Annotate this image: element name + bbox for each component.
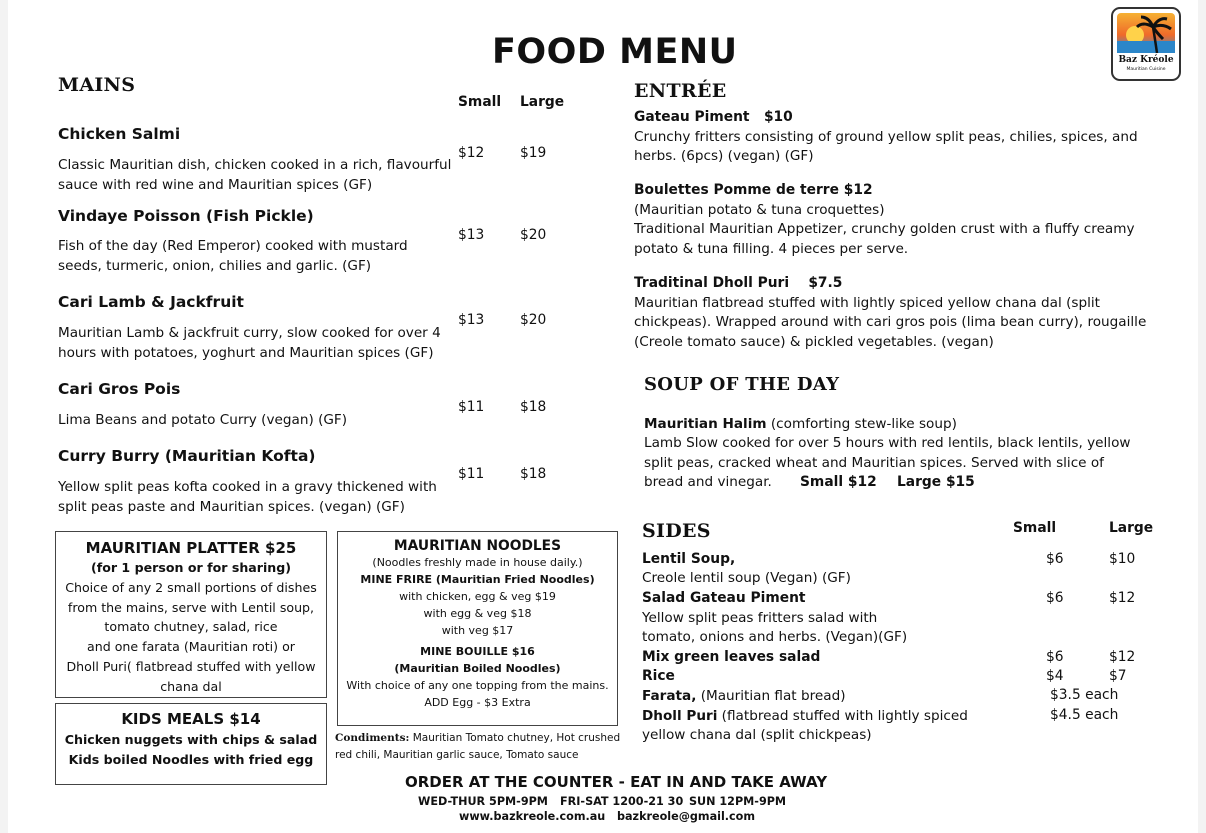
condiments-line2: red chili, Mauritian garlic sauce, Tomato sauce	[335, 749, 579, 761]
condiments-line1: Mauritian Tomato chutney, Hot crushed	[409, 732, 621, 744]
opening-hours-fri-sat: FRI-SAT 1200-21 30	[560, 795, 684, 808]
side-item-small-price: $4	[1046, 668, 1064, 684]
main-item-large-price: $18	[520, 399, 547, 415]
mains-col-large: Large	[520, 94, 565, 110]
entree-item-name: Boulettes Pomme de terre $12	[634, 182, 873, 198]
entree-item-desc-line: Crunchy fritters consisting of ground yellow split peas, chilies, spices, and	[634, 129, 1138, 145]
main-item-small-price: $13	[458, 227, 485, 243]
soup-small-price: Small $12	[800, 474, 877, 490]
main-item-desc: Yellow split peas kofta cooked in a gravy thickened with split peas paste and Mauritian spices. (vegan) (GF)	[58, 479, 437, 515]
sides-heading: SIDES	[642, 520, 711, 542]
entree-item-desc-line: Traditional Mauritian Appetizer, crunchy golden crust with a fluffy creamy	[634, 221, 1135, 237]
mine-bouille-note: With choice of any one topping from the mains.	[346, 679, 609, 692]
side-item-each-price: $3.5 each	[1050, 687, 1119, 703]
kids-meal-line: Chicken nuggets with chips & salad	[64, 732, 318, 747]
main-item-large-price: $19	[520, 145, 547, 161]
main-item-desc: Classic Mauritian dish, chicken cooked in a rich, flavourful sauce with red wine and Mauritian spices (GF)	[58, 157, 452, 193]
main-item-name: Chicken Salmi	[58, 125, 181, 143]
platter-line: chana dal	[160, 678, 222, 694]
side-item-large-price: $12	[1109, 649, 1136, 665]
side-item-note: (flatbread stuffed with lightly spiced	[717, 708, 968, 724]
side-item-desc: yellow chana dal (split chickpeas)	[642, 727, 872, 743]
entree-item-name: Gateau Piment $10	[634, 109, 793, 125]
entree-item-price: $10	[763, 109, 793, 125]
noodles-box	[337, 531, 618, 726]
noodles-note: (Noodles freshly made in house daily.)	[372, 556, 583, 569]
menu-page	[8, 0, 1198, 833]
side-item-note: (Mauritian flat bread)	[696, 688, 846, 704]
side-item-desc: Yellow split peas fritters salad with	[642, 610, 878, 626]
main-item-name: Vindaye Poisson (Fish Pickle)	[58, 207, 314, 225]
side-item-name: Salad Gateau Piment	[642, 590, 806, 606]
noodles-extra: ADD Egg - $3 Extra	[424, 696, 531, 709]
side-item-row	[642, 707, 968, 727]
entree-item-desc-line: chickpeas). Wrapped around with cari gros pois (lima bean curry), rougaille	[634, 314, 1147, 330]
platter-line: from the mains, serve with Lentil soup,	[67, 599, 315, 615]
palm-tree-logo-icon	[1113, 9, 1179, 55]
kids-meals-box	[55, 703, 327, 785]
main-item-large-price: $20	[520, 312, 547, 328]
side-item-each-price: $4.5 each	[1050, 707, 1119, 723]
soup-desc-line: bread and vinegar.	[644, 474, 772, 490]
logo-name: Baz Kréole	[1118, 55, 1174, 65]
sides-col-large: Large	[1109, 520, 1154, 536]
soup-heading: SOUP OF THE DAY	[644, 374, 840, 395]
email-link[interactable]: bazkreole@gmail.com	[617, 810, 756, 823]
condiments-text	[335, 730, 620, 764]
website-link[interactable]: www.bazkreole.com.au	[459, 810, 606, 823]
side-item-large-price: $10	[1109, 551, 1136, 567]
side-item-large-price: $7	[1109, 668, 1127, 684]
mine-frire-option: with chicken, egg & veg $19	[399, 590, 556, 603]
main-item-desc: Fish of the day (Red Emperor) cooked with mustard seeds, turmeric, onion, chilies and garlic. (GF)	[58, 238, 408, 274]
main-item-large-price: $18	[520, 466, 547, 482]
mains-heading: MAINS	[58, 74, 136, 96]
side-item-small-price: $6	[1046, 590, 1064, 606]
side-item-small-price: $6	[1046, 551, 1064, 567]
mine-frire-option: with veg $17	[441, 624, 514, 637]
soup-desc-line: split peas, cracked wheat and Mauritian spices. Served with slice of	[644, 455, 1104, 471]
side-item-name: Rice	[642, 668, 675, 684]
main-item-small-price: $11	[458, 466, 485, 482]
main-item-small-price: $11	[458, 399, 485, 415]
side-item-desc: tomato, onions and herbs. (Vegan)(GF)	[642, 629, 908, 645]
mine-bouille-title: MINE BOUILLE $16	[420, 645, 535, 658]
entree-item-desc-line: potato & tuna filling. 4 pieces per serve.	[634, 241, 909, 257]
side-item-small-price: $6	[1046, 649, 1064, 665]
platter-line: Dholl Puri( flatbread stuffed with yellow	[66, 658, 316, 674]
entree-item-name: Traditinal Dholl Puri $7.5	[634, 275, 843, 291]
baz-kreole-logo	[1111, 7, 1181, 81]
condiments-label: Condiments:	[335, 732, 410, 744]
main-item-desc: Mauritian Lamb & jackfruit curry, slow cooked for over 4 hours with potatoes, yoghurt and Mauritian spices (GF)	[58, 325, 441, 361]
main-item-name: Cari Gros Pois	[58, 380, 181, 398]
soup-large-price: Large $15	[897, 474, 975, 490]
side-item-desc: Creole lentil soup (Vegan) (GF)	[642, 570, 851, 586]
entree-item-desc-line: (Mauritian potato & tuna croquettes)	[634, 202, 885, 218]
order-banner: ORDER AT THE COUNTER - EAT IN AND TAKE AWAY	[405, 773, 828, 791]
page-title: FOOD MENU	[492, 32, 738, 72]
kids-meals-title: KIDS MEALS $14	[121, 710, 261, 728]
main-item-name: Curry Burry (Mauritian Kofta)	[58, 447, 316, 465]
platter-box	[55, 531, 327, 698]
soup-title-line	[644, 415, 957, 435]
main-item-large-price: $20	[520, 227, 547, 243]
entree-heading: ENTRÉE	[634, 80, 727, 102]
platter-line: and one farata (Mauritian roti) or	[87, 639, 295, 655]
kids-meal-line: Kids boiled Noodles with fried egg	[68, 751, 314, 767]
sides-col-small: Small	[1013, 520, 1057, 536]
entree-item-price: $12	[843, 182, 873, 198]
mine-bouille-subtitle: (Mauritian Boiled Noodles)	[394, 662, 561, 675]
opening-hours-wed-thur: WED-THUR 5PM-9PM	[418, 795, 548, 808]
mine-frire-option: with egg & veg $18	[423, 607, 532, 620]
mine-frire-title: MINE FRIRE (Mauritian Fried Noodles)	[360, 573, 595, 586]
entree-item-price: $7.5	[808, 275, 843, 291]
side-item-name: Dholl Puri	[642, 708, 718, 724]
platter-line: Choice of any 2 small portions of dishes	[65, 579, 317, 595]
entree-item-desc-line: herbs. (6pcs) (vegan) (GF)	[634, 148, 814, 164]
soup-name-note: (comforting stew-like soup)	[766, 416, 957, 432]
noodles-title: MAURITIAN NOODLES	[393, 538, 562, 554]
entree-item-desc-line: Mauritian flatbread stuffed with lightly spiced yellow chana dal (split	[634, 295, 1100, 311]
main-item-name: Cari Lamb & Jackfruit	[58, 293, 244, 311]
side-item-name: Mix green leaves salad	[642, 649, 821, 665]
mains-col-small: Small	[458, 94, 502, 110]
opening-hours-sun: SUN 12PM-9PM	[689, 795, 787, 808]
side-item-name: Farata,	[642, 688, 697, 704]
main-item-desc: Lima Beans and potato Curry (vegan) (GF)	[58, 412, 348, 428]
entree-item-desc-line: (Creole tomato sauce) & pickled vegetables. (vegan)	[634, 334, 994, 350]
side-item-name: Lentil Soup,	[642, 551, 736, 567]
side-item-row	[642, 687, 846, 707]
platter-line: tomato chutney, salad, rice	[104, 619, 278, 635]
platter-title: MAURITIAN PLATTER $25	[85, 539, 297, 557]
platter-subtitle: (for 1 person or for sharing)	[90, 560, 292, 575]
main-item-small-price: $13	[458, 312, 485, 328]
main-item-small-price: $12	[458, 145, 485, 161]
logo-tagline: Mauritian Cuisine	[1126, 67, 1166, 72]
soup-name: Mauritian Halim	[644, 416, 767, 432]
soup-desc-line: Lamb Slow cooked for over 5 hours with red lentils, black lentils, yellow	[644, 435, 1131, 451]
side-item-large-price: $12	[1109, 590, 1136, 606]
